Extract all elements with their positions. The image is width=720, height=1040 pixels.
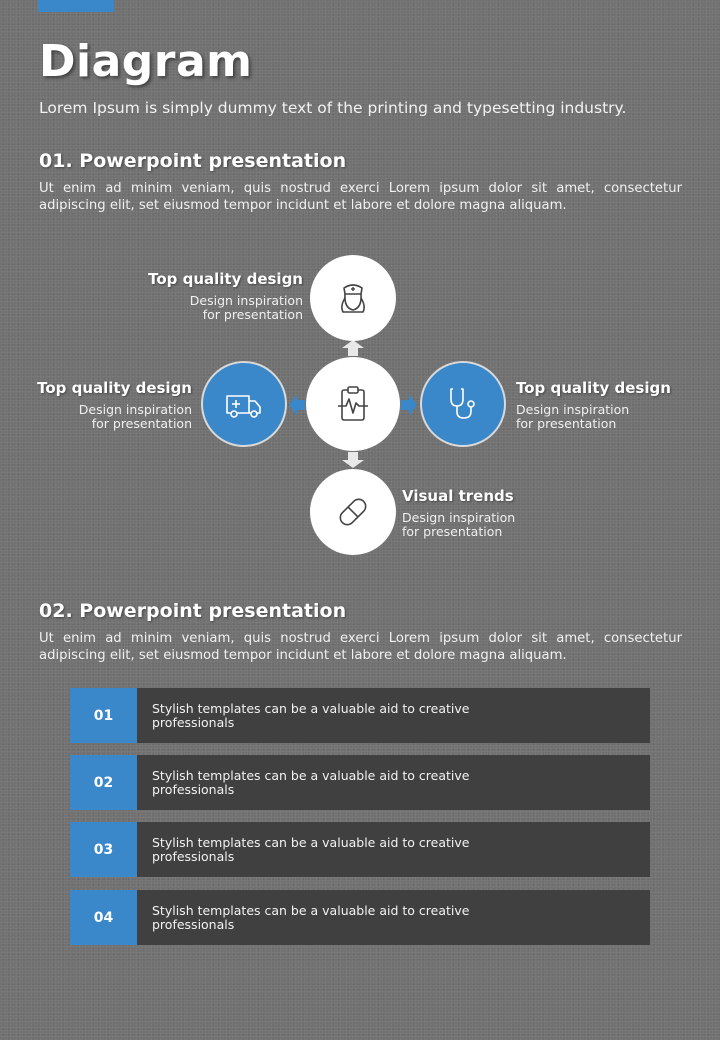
label-top [148,270,303,322]
node-desc: Design inspiration [189,293,303,308]
arrow-right-icon [401,394,417,416]
ambulance-icon [224,384,264,424]
accent-bar [38,0,114,12]
node-desc: for presentation [516,416,617,431]
node-desc: for presentation [402,524,503,539]
list-item [70,688,650,743]
label-left [37,379,192,431]
node-right [420,361,506,447]
list-item-text: Stylish templates can be a valuable aid to creative professionals [152,768,470,797]
section1-text: Ut enim ad minim veniam, quis nostrud exerci Lorem ipsum dolor sit amet, consectetur adipiscing elit, set eiusmod tempor incidunt et labore et dolore magna aliquam. [39,181,682,213]
arrow-up-icon [342,340,364,356]
section2-text: Ut enim ad minim veniam, quis nostrud exerci Lorem ipsum dolor sit amet, consectetur adipiscing elit, set eiusmod tempor incidunt et labore et dolore magna aliquam. [39,631,682,663]
node-desc: Design inspiration [516,402,630,417]
list-item-text: Stylish templates can be a valuable aid to creative professionals [152,701,470,730]
list-item [70,822,650,877]
nurse-icon [333,278,373,318]
section1-heading: 01. Powerpoint presentation [39,150,347,172]
arrow-left-icon [289,394,305,416]
node-bottom [310,469,396,555]
label-bottom [402,487,515,539]
list-item-number: 01 [70,688,137,743]
node-top [310,255,396,341]
node-desc: Design inspiration [402,510,516,525]
pill-icon [333,492,373,532]
node-desc: for presentation [91,416,192,431]
node-left [201,361,287,447]
list-item-text: Stylish templates can be a valuable aid to creative professionals [152,903,470,932]
list-item-number: 04 [70,890,137,945]
section2-heading: 02. Powerpoint presentation [39,600,347,622]
node-title: Top quality design [516,379,671,397]
arrow-down-icon [342,452,364,468]
node-desc: Design inspiration [78,402,192,417]
list-item [70,755,650,810]
page-subtitle: Lorem Ipsum is simply dummy text of the printing and typesetting industry. [39,99,627,117]
stethoscope-icon [443,384,483,424]
list-item-text: Stylish templates can be a valuable aid to creative professionals [152,835,470,864]
clipboard-heartbeat-icon [333,384,373,424]
list-item [70,890,650,945]
node-desc: for presentation [202,307,303,322]
list-item-number: 03 [70,822,137,877]
center-node [306,357,400,451]
node-title: Visual trends [402,487,514,505]
list-item-number: 02 [70,755,137,810]
page-title: Diagram [39,36,253,87]
node-title: Top quality design [37,379,192,397]
cross-diagram [0,250,720,560]
label-right [516,379,671,431]
node-title: Top quality design [148,270,303,288]
